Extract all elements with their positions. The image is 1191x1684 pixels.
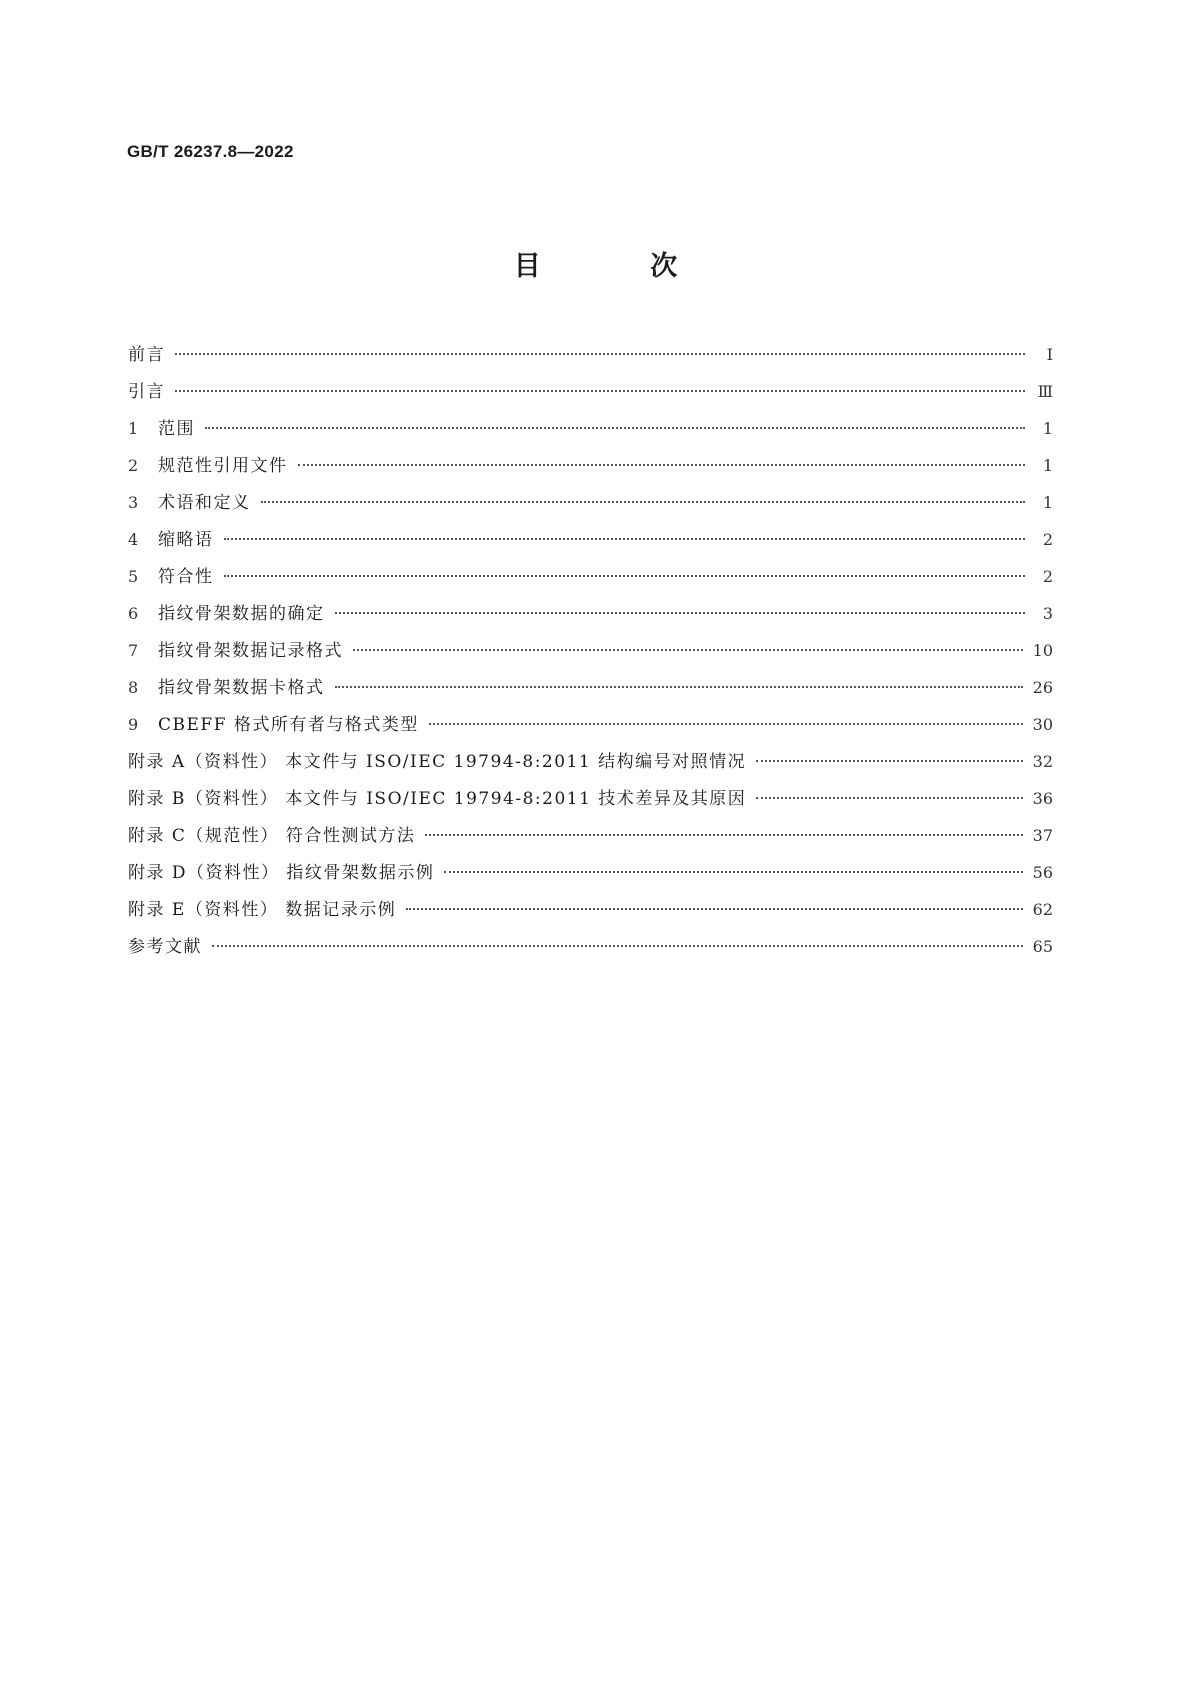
toc-dot-leader (224, 538, 1026, 540)
toc-title: 目 次 (513, 251, 728, 282)
toc-entry-text: 符合性 (158, 567, 214, 587)
toc-entry-text: 指纹骨架数据的确定 (158, 604, 325, 624)
toc-entry-annex-d[interactable] (128, 858, 1053, 895)
toc-entry-skeleton-determination[interactable] (128, 599, 1053, 636)
toc-entry-text: 引言 (128, 382, 165, 402)
toc-entry-page: 2 (1042, 567, 1053, 586)
toc-entry-text: 术语和定义 (158, 493, 251, 513)
toc-dot-leader (756, 760, 1023, 762)
toc-dot-leader (175, 353, 1025, 355)
toc-entry-page: 1 (1042, 456, 1053, 475)
document-number: GB/T 26237.8—2022 (127, 142, 294, 161)
toc-dot-leader (425, 834, 1022, 836)
toc-entry-text: 范围 (158, 419, 195, 439)
toc-entry-bibliography[interactable] (128, 932, 1053, 969)
toc-entry-page: 1 (1042, 493, 1053, 512)
toc-entry-text: 附录 A（资料性） 本文件与 ISO/IEC 19794-8:2011 结构编号对照情况 (128, 752, 747, 772)
toc-entry-number: 2 (128, 456, 139, 475)
toc-entry-scope[interactable] (128, 414, 1053, 451)
toc-entry-text: 附录 E（资料性） 数据记录示例 (128, 900, 397, 920)
toc-entry-terms-definitions[interactable] (128, 488, 1053, 525)
toc-entry-page: 3 (1042, 604, 1053, 623)
toc-entry-page: Ⅰ (1046, 345, 1053, 364)
toc-entry-text: 附录 C（规范性） 符合性测试方法 (128, 826, 416, 846)
toc-entry-number: 7 (128, 641, 139, 660)
toc-dot-leader (335, 686, 1023, 688)
toc-entry-text: 规范性引用文件 (158, 456, 288, 476)
toc-entry-number: 5 (128, 567, 139, 586)
toc-entry-text: 指纹骨架数据记录格式 (158, 641, 343, 661)
toc-entry-text: CBEFF 格式所有者与格式类型 (158, 715, 419, 735)
toc-dot-leader (429, 723, 1023, 725)
toc-entry-record-format[interactable] (128, 636, 1053, 673)
toc-entry-number: 3 (128, 493, 139, 512)
toc-dot-leader (205, 427, 1025, 429)
toc-entry-text: 前言 (128, 345, 165, 365)
toc-entry-cbeff-format[interactable] (128, 710, 1053, 747)
toc-entry-text: 参考文献 (128, 937, 202, 957)
toc-entry-text: 指纹骨架数据卡格式 (158, 678, 325, 698)
toc-entry-page: 37 (1032, 826, 1053, 845)
toc-entry-introduction[interactable] (128, 377, 1053, 414)
toc-dot-leader (406, 908, 1022, 910)
toc-dot-leader (335, 612, 1026, 614)
toc-entry-annex-b[interactable] (128, 784, 1053, 821)
toc-entry-text: 缩略语 (158, 530, 214, 550)
toc-entry-page: 1 (1042, 419, 1053, 438)
toc-dot-leader (444, 871, 1022, 873)
toc-entry-number: 1 (128, 419, 139, 438)
toc-dot-leader (261, 501, 1026, 503)
toc-entry-annex-e[interactable] (128, 895, 1053, 932)
toc-entry-page: 10 (1032, 641, 1053, 660)
toc-entry-text: 附录 B（资料性） 本文件与 ISO/IEC 19794-8:2011 技术差异及其原因 (128, 789, 747, 809)
toc-entry-number: 9 (128, 715, 139, 734)
toc-dot-leader (212, 945, 1023, 947)
toc-entry-page: 62 (1032, 900, 1053, 919)
toc-entry-page: 56 (1032, 863, 1053, 882)
toc-entry-page: 30 (1032, 715, 1053, 734)
toc-entry-card-format[interactable] (128, 673, 1053, 710)
toc-entry-page: Ⅲ (1037, 382, 1053, 401)
toc-entry-page: 36 (1032, 789, 1053, 808)
toc-entry-page: 26 (1032, 678, 1053, 697)
table-of-contents (128, 340, 1053, 969)
toc-dot-leader (353, 649, 1023, 651)
toc-entry-page: 2 (1042, 530, 1053, 549)
toc-dot-leader (175, 390, 1025, 392)
toc-entry-page: 65 (1032, 937, 1053, 956)
toc-dot-leader (298, 464, 1026, 466)
toc-entry-annex-a[interactable] (128, 747, 1053, 784)
toc-entry-foreword[interactable] (128, 340, 1053, 377)
toc-dot-leader (756, 797, 1022, 799)
toc-entry-number: 6 (128, 604, 139, 623)
toc-entry-annex-c[interactable] (128, 821, 1053, 858)
toc-entry-normative-references[interactable] (128, 451, 1053, 488)
toc-entry-number: 4 (128, 530, 139, 549)
toc-entry-page: 32 (1032, 752, 1053, 771)
toc-entry-number: 8 (128, 678, 139, 697)
toc-entry-conformance[interactable] (128, 562, 1053, 599)
toc-entry-text: 附录 D（资料性） 指纹骨架数据示例 (128, 863, 435, 883)
toc-dot-leader (224, 575, 1026, 577)
toc-entry-abbreviations[interactable] (128, 525, 1053, 562)
